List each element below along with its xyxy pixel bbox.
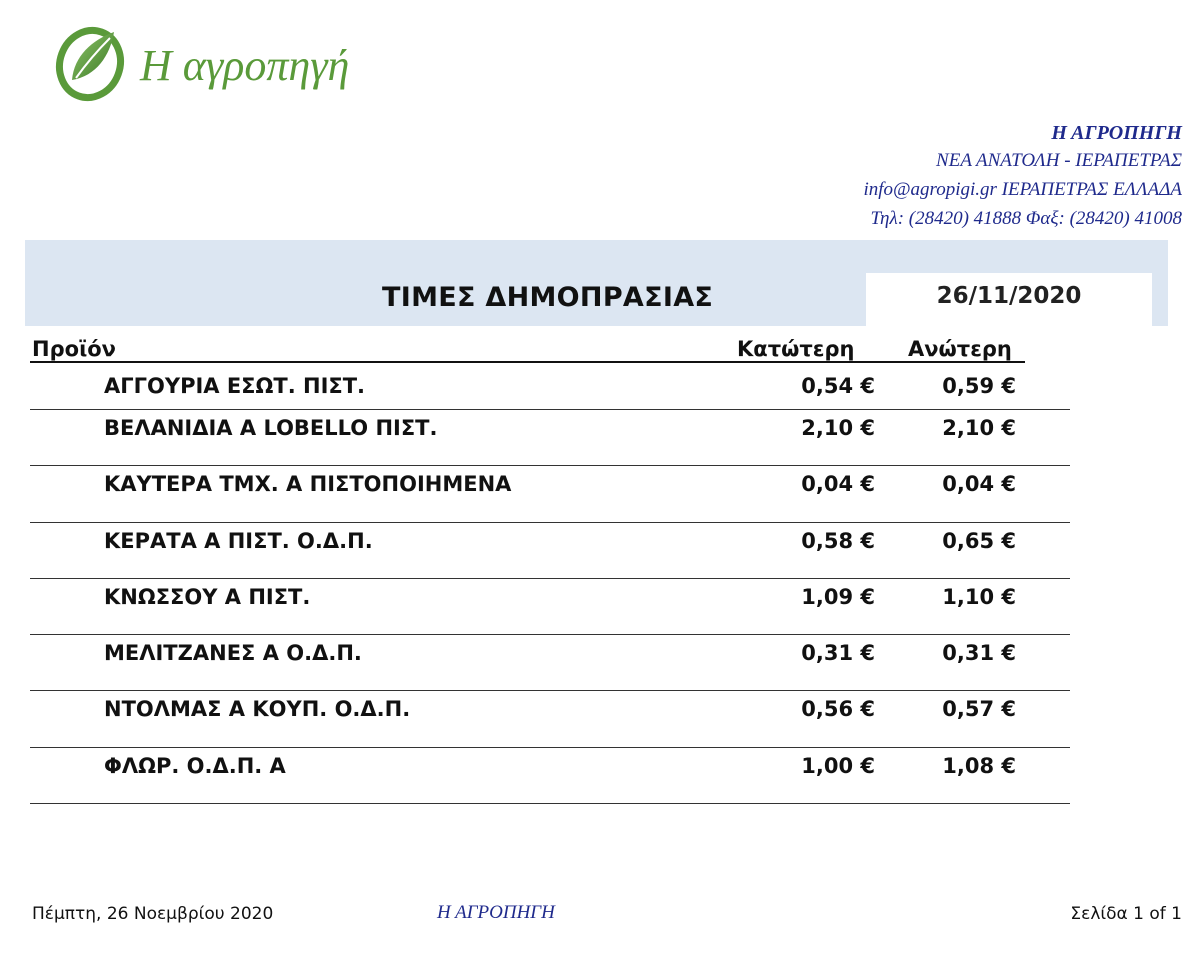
row-high-price: 0,04 € — [942, 472, 1016, 496]
row-product: ΚΑΥΤΕΡΑ ΤΜΧ. Α ΠΙΣΤΟΠΟΙΗΜΕΝΑ — [104, 472, 512, 496]
header-rule — [30, 361, 1025, 363]
row-low-price: 1,00 € — [801, 754, 875, 778]
row-high-price: 0,65 € — [942, 529, 1016, 553]
table-row — [30, 465, 1070, 523]
table-row — [30, 747, 1070, 804]
column-header-product: Προϊόν — [32, 337, 116, 361]
report-date: 26/11/2020 — [936, 283, 1082, 309]
table-row — [30, 522, 1070, 579]
company-address: ΝΕΑ ΑΝΑΤΟΛΗ - ΙΕΡΑΠΕΤΡΑΣ — [936, 150, 1182, 171]
table-row — [30, 578, 1070, 635]
footer-page: Σελίδα 1 of 1 — [1070, 904, 1182, 924]
column-header-high: Ανώτερη — [908, 337, 1012, 361]
company-logo — [52, 18, 392, 108]
row-product: ΑΓΓΟΥΡΙΑ ΕΣΩΤ. ΠΙΣΤ. — [104, 374, 366, 398]
row-low-price: 1,09 € — [801, 585, 875, 609]
table-row — [30, 634, 1070, 691]
company-info — [863, 120, 1182, 233]
table-row — [30, 372, 1070, 410]
row-low-price: 0,54 € — [801, 374, 875, 398]
row-high-price: 2,10 € — [942, 416, 1016, 440]
row-high-price: 1,10 € — [942, 585, 1016, 609]
row-product: ΜΕΛΙΤΖΑΝΕΣ Α Ο.Δ.Π. — [104, 641, 362, 665]
row-high-price: 0,31 € — [942, 641, 1016, 665]
logo-text: Η αγροπηγή — [140, 41, 350, 90]
company-phone: Τηλ: (28420) 41888 Φαξ: (28420) 41008 — [870, 208, 1182, 229]
row-high-price: 1,08 € — [942, 754, 1016, 778]
row-low-price: 0,56 € — [801, 697, 875, 721]
table-row — [30, 690, 1070, 748]
report-date-box — [866, 273, 1152, 329]
row-product: ΝΤΟΛΜΑΣ Α ΚΟΥΠ. Ο.Δ.Π. — [104, 697, 411, 721]
row-product: ΦΛΩΡ. Ο.Δ.Π. Α — [104, 754, 286, 778]
report-title: ΤΙΜΕΣ ΔΗΜΟΠΡΑΣΙΑΣ — [382, 282, 714, 313]
row-product: ΚΕΡΑΤΑ Α ΠΙΣΤ. Ο.Δ.Π. — [104, 529, 373, 553]
footer-date: Πέμπτη, 26 Νοεμβρίου 2020 — [32, 904, 274, 924]
footer-company: Η ΑΓΡΟΠΗΓΗ — [437, 902, 555, 923]
row-low-price: 0,31 € — [801, 641, 875, 665]
company-email: info@agropigi.gr ΙΕΡΑΠΕΤΡΑΣ ΕΛΛΑΔΑ — [863, 179, 1182, 200]
table-row — [30, 409, 1070, 466]
row-high-price: 0,59 € — [942, 374, 1016, 398]
row-low-price: 0,58 € — [801, 529, 875, 553]
row-product: ΒΕΛΑΝΙΔΙΑ Α LOBELLO ΠΙΣΤ. — [104, 416, 438, 440]
row-low-price: 0,04 € — [801, 472, 875, 496]
row-high-price: 0,57 € — [942, 697, 1016, 721]
company-name: Η ΑΓΡΟΠΗΓΗ — [1051, 122, 1182, 144]
column-header-low: Κατώτερη — [737, 337, 855, 361]
row-product: ΚΝΩΣΣΟΥ Α ΠΙΣΤ. — [104, 585, 311, 609]
row-low-price: 2,10 € — [801, 416, 875, 440]
